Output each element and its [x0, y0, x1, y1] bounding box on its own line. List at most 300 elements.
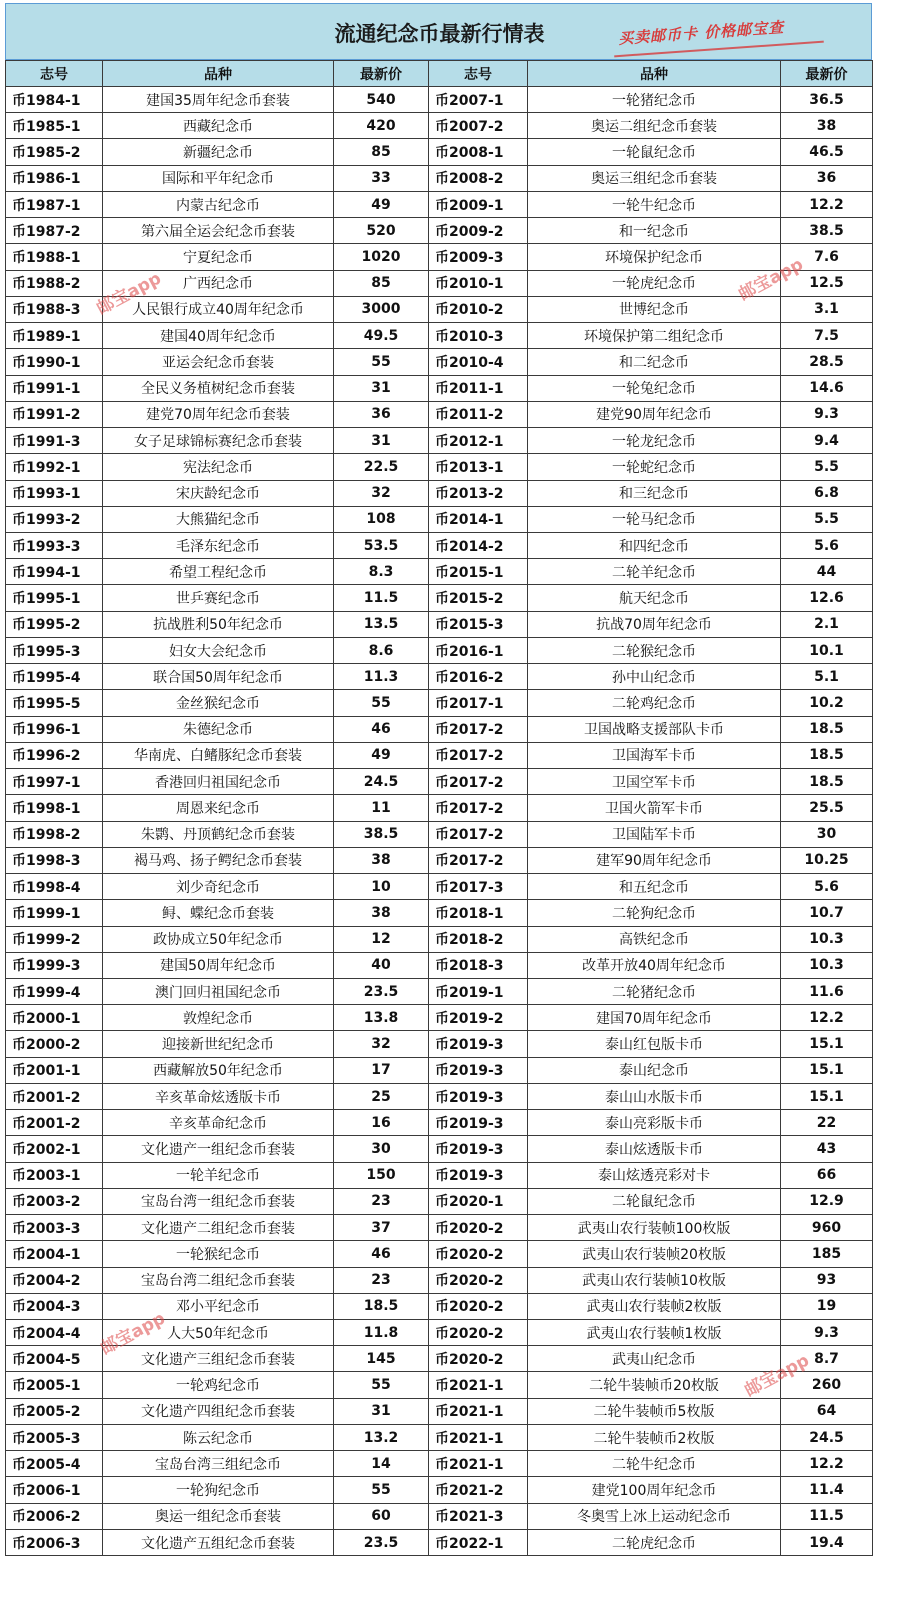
- price-cell: 24.5: [334, 769, 429, 795]
- coin-name-cell: 泰山炫透亮彩对卡: [528, 1162, 781, 1188]
- coin-code-cell: 币2003-2: [6, 1188, 103, 1214]
- table-row: [6, 375, 873, 401]
- coin-name-cell: 武夷山农行装帧20枚版: [528, 1241, 781, 1267]
- coin-code-cell: 币2012-1: [429, 428, 528, 454]
- table-row: [6, 139, 873, 165]
- price-cell: 16: [334, 1110, 429, 1136]
- price-cell: 30: [781, 821, 873, 847]
- watermark: 邮宝app: [97, 1308, 169, 1359]
- column-header: 志号: [429, 61, 528, 87]
- coin-name-cell: 和五纪念币: [528, 874, 781, 900]
- column-header: 最新价: [334, 61, 429, 87]
- coin-code-cell: 币2010-4: [429, 349, 528, 375]
- price-cell: 12.2: [781, 1451, 873, 1477]
- coin-name-cell: 朱鹮、丹顶鹤纪念币套装: [103, 821, 334, 847]
- table-row: [6, 1057, 873, 1083]
- price-cell: 10.2: [781, 690, 873, 716]
- coin-code-cell: 币2005-1: [6, 1372, 103, 1398]
- table-row: [6, 978, 873, 1004]
- coin-code-cell: 币2004-2: [6, 1267, 103, 1293]
- price-cell: 9.3: [781, 401, 873, 427]
- coin-code-cell: 币1992-1: [6, 454, 103, 480]
- coin-name-cell: 文化遗产二组纪念币套装: [103, 1215, 334, 1241]
- price-cell: 108: [334, 506, 429, 532]
- coin-code-cell: 币2021-1: [429, 1451, 528, 1477]
- coin-code-cell: 币1997-1: [6, 769, 103, 795]
- coin-name-cell: 亚运会纪念币套装: [103, 349, 334, 375]
- price-cell: 55: [334, 1372, 429, 1398]
- coin-code-cell: 币2017-2: [429, 716, 528, 742]
- coin-code-cell: 币1995-2: [6, 611, 103, 637]
- column-header: 品种: [103, 61, 334, 87]
- coin-code-cell: 币2010-2: [429, 296, 528, 322]
- page-title: 流通纪念币最新行情表: [334, 22, 545, 46]
- table-row: [6, 480, 873, 506]
- price-cell: 11.8: [334, 1320, 429, 1346]
- table-row: [6, 428, 873, 454]
- coin-code-cell: 币1995-3: [6, 637, 103, 663]
- coin-code-cell: 币2003-1: [6, 1162, 103, 1188]
- table-row: [6, 165, 873, 191]
- coin-name-cell: 澳门回归祖国纪念币: [103, 978, 334, 1004]
- price-cell: 10.3: [781, 926, 873, 952]
- price-cell: 10.7: [781, 900, 873, 926]
- coin-name-cell: 抗战70周年纪念币: [528, 611, 781, 637]
- coin-name-cell: 宪法纪念币: [103, 454, 334, 480]
- watermark: 邮宝app: [93, 268, 165, 319]
- coin-name-cell: 抗战胜利50年纪念币: [103, 611, 334, 637]
- price-cell: 85: [334, 270, 429, 296]
- coin-code-cell: 币1995-4: [6, 664, 103, 690]
- coin-code-cell: 币2006-3: [6, 1529, 103, 1555]
- price-cell: 12.2: [781, 1005, 873, 1031]
- price-cell: 5.6: [781, 532, 873, 558]
- coin-name-cell: 泰山红包版卡币: [528, 1031, 781, 1057]
- table-row: [6, 690, 873, 716]
- price-cell: 49: [334, 742, 429, 768]
- coin-code-cell: 币2017-2: [429, 795, 528, 821]
- coin-code-cell: 币2021-1: [429, 1424, 528, 1450]
- coin-name-cell: 一轮龙纪念币: [528, 428, 781, 454]
- column-header: 品种: [528, 61, 781, 87]
- price-cell: 15.1: [781, 1083, 873, 1109]
- coin-name-cell: 冬奥雪上冰上运动纪念币: [528, 1503, 781, 1529]
- coin-code-cell: 币1988-2: [6, 270, 103, 296]
- coin-code-cell: 币2005-2: [6, 1398, 103, 1424]
- price-cell: 8.3: [334, 559, 429, 585]
- price-cell: 25: [334, 1083, 429, 1109]
- price-cell: 38.5: [781, 218, 873, 244]
- column-header: 志号: [6, 61, 103, 87]
- price-cell: 31: [334, 1398, 429, 1424]
- price-cell: 38: [781, 113, 873, 139]
- coin-name-cell: 改革开放40周年纪念币: [528, 952, 781, 978]
- table-row: [6, 611, 873, 637]
- coin-code-cell: 币2018-3: [429, 952, 528, 978]
- price-cell: 10.3: [781, 952, 873, 978]
- table-row: [6, 926, 873, 952]
- coin-name-cell: 一轮鸡纪念币: [103, 1372, 334, 1398]
- coin-code-cell: 币2020-1: [429, 1188, 528, 1214]
- price-cell: 8.7: [781, 1346, 873, 1372]
- table-row: [6, 1188, 873, 1214]
- coin-code-cell: 币1988-3: [6, 296, 103, 322]
- price-cell: 9.4: [781, 428, 873, 454]
- price-cell: 23.5: [334, 1529, 429, 1555]
- price-cell: 55: [334, 690, 429, 716]
- coin-name-cell: 环境保护第二组纪念币: [528, 323, 781, 349]
- coin-name-cell: 建党70周年纪念币套装: [103, 401, 334, 427]
- coin-name-cell: 建国50周年纪念币: [103, 952, 334, 978]
- coin-code-cell: 币2007-1: [429, 87, 528, 113]
- coin-name-cell: 二轮狗纪念币: [528, 900, 781, 926]
- coin-code-cell: 币1990-1: [6, 349, 103, 375]
- price-cell: 5.6: [781, 874, 873, 900]
- coin-code-cell: 币1999-2: [6, 926, 103, 952]
- price-cell: 11.4: [781, 1477, 873, 1503]
- coin-name-cell: 人大50年纪念币: [103, 1320, 334, 1346]
- price-cell: 11.5: [334, 585, 429, 611]
- coin-name-cell: 宝岛台湾二组纪念币套装: [103, 1267, 334, 1293]
- coin-code-cell: 币2015-2: [429, 585, 528, 611]
- table-row: [6, 270, 873, 296]
- coin-code-cell: 币2001-1: [6, 1057, 103, 1083]
- coin-code-cell: 币2004-3: [6, 1293, 103, 1319]
- coin-name-cell: 泰山纪念币: [528, 1057, 781, 1083]
- coin-name-cell: 妇女大会纪念币: [103, 637, 334, 663]
- coin-code-cell: 币1991-3: [6, 428, 103, 454]
- coin-code-cell: 币2017-1: [429, 690, 528, 716]
- coin-code-cell: 币2007-2: [429, 113, 528, 139]
- table-row: [6, 821, 873, 847]
- coin-name-cell: 二轮牛装帧币2枚版: [528, 1424, 781, 1450]
- coin-code-cell: 币1988-1: [6, 244, 103, 270]
- price-cell: 3.1: [781, 296, 873, 322]
- coin-code-cell: 币2006-1: [6, 1477, 103, 1503]
- coin-name-cell: 卫国战略支援部队卡币: [528, 716, 781, 742]
- coin-name-cell: 航天纪念币: [528, 585, 781, 611]
- price-cell: 37: [334, 1215, 429, 1241]
- coin-name-cell: 辛亥革命纪念币: [103, 1110, 334, 1136]
- coin-name-cell: 宋庆龄纪念币: [103, 480, 334, 506]
- table-row: [6, 296, 873, 322]
- coin-name-cell: 褐马鸡、扬子鳄纪念币套装: [103, 847, 334, 873]
- table-row: [6, 1529, 873, 1555]
- table-row: [6, 113, 873, 139]
- table-row: [6, 244, 873, 270]
- coin-name-cell: 文化遗产五组纪念币套装: [103, 1529, 334, 1555]
- coin-name-cell: 建军90周年纪念币: [528, 847, 781, 873]
- price-cell: 38.5: [334, 821, 429, 847]
- table-row: [6, 1293, 873, 1319]
- coin-name-cell: 奥运一组纪念币套装: [103, 1503, 334, 1529]
- price-cell: 36: [334, 401, 429, 427]
- coin-code-cell: 币1998-2: [6, 821, 103, 847]
- price-cell: 36.5: [781, 87, 873, 113]
- coin-name-cell: 奥运二组纪念币套装: [528, 113, 781, 139]
- coin-code-cell: 币2005-4: [6, 1451, 103, 1477]
- coin-name-cell: 西藏纪念币: [103, 113, 334, 139]
- coin-code-cell: 币2020-2: [429, 1215, 528, 1241]
- coin-code-cell: 币2010-1: [429, 270, 528, 296]
- coin-code-cell: 币1989-1: [6, 323, 103, 349]
- price-cell: 64: [781, 1398, 873, 1424]
- coin-code-cell: 币2021-1: [429, 1372, 528, 1398]
- coin-code-cell: 币1986-1: [6, 165, 103, 191]
- coin-name-cell: 一轮狗纪念币: [103, 1477, 334, 1503]
- price-cell: 46: [334, 716, 429, 742]
- coin-code-cell: 币1999-3: [6, 952, 103, 978]
- coin-name-cell: 一轮牛纪念币: [528, 191, 781, 217]
- price-cell: 18.5: [334, 1293, 429, 1319]
- table-row: [6, 1162, 873, 1188]
- coin-code-cell: 币1987-2: [6, 218, 103, 244]
- table-header-row: [6, 61, 873, 87]
- price-cell: 12.9: [781, 1188, 873, 1214]
- coin-name-cell: 和四纪念币: [528, 532, 781, 558]
- coin-name-cell: 联合国50周年纪念币: [103, 664, 334, 690]
- coin-name-cell: 华南虎、白鳍豚纪念币套装: [103, 742, 334, 768]
- coin-code-cell: 币1996-2: [6, 742, 103, 768]
- coin-name-cell: 武夷山农行装帧100枚版: [528, 1215, 781, 1241]
- coin-code-cell: 币1985-2: [6, 139, 103, 165]
- coin-name-cell: 政协成立50年纪念币: [103, 926, 334, 952]
- price-cell: 23: [334, 1267, 429, 1293]
- coin-code-cell: 币2014-2: [429, 532, 528, 558]
- coin-code-cell: 币2020-2: [429, 1346, 528, 1372]
- coin-name-cell: 卫国火箭军卡币: [528, 795, 781, 821]
- coin-code-cell: 币1996-1: [6, 716, 103, 742]
- coin-name-cell: 世乒赛纪念币: [103, 585, 334, 611]
- table-row: [6, 1451, 873, 1477]
- coin-name-cell: 朱德纪念币: [103, 716, 334, 742]
- coin-code-cell: 币1995-1: [6, 585, 103, 611]
- price-cell: 17: [334, 1057, 429, 1083]
- coin-name-cell: 武夷山农行装帧1枚版: [528, 1320, 781, 1346]
- table-row: [6, 1031, 873, 1057]
- coin-name-cell: 邓小平纪念币: [103, 1293, 334, 1319]
- coin-code-cell: 币1994-1: [6, 559, 103, 585]
- price-cell: 22.5: [334, 454, 429, 480]
- price-cell: 9.3: [781, 1320, 873, 1346]
- coin-name-cell: 和二纪念币: [528, 349, 781, 375]
- coin-code-cell: 币2016-1: [429, 637, 528, 663]
- price-cell: 1020: [334, 244, 429, 270]
- table-row: [6, 847, 873, 873]
- coin-name-cell: 泰山山水版卡币: [528, 1083, 781, 1109]
- coin-name-cell: 二轮猴纪念币: [528, 637, 781, 663]
- table-row: [6, 401, 873, 427]
- coin-code-cell: 币2004-4: [6, 1320, 103, 1346]
- price-cell: 5.5: [781, 454, 873, 480]
- coin-code-cell: 币2015-3: [429, 611, 528, 637]
- coin-name-cell: 文化遗产一组纪念币套装: [103, 1136, 334, 1162]
- coin-name-cell: 西藏解放50年纪念币: [103, 1057, 334, 1083]
- watermark: 邮宝app: [741, 1350, 813, 1401]
- coin-name-cell: 女子足球锦标赛纪念币套装: [103, 428, 334, 454]
- table-row: [6, 1424, 873, 1450]
- coin-code-cell: 币2017-3: [429, 874, 528, 900]
- price-cell: 38: [334, 847, 429, 873]
- coin-code-cell: 币2020-2: [429, 1267, 528, 1293]
- coin-code-cell: 币1985-1: [6, 113, 103, 139]
- table-row: [6, 218, 873, 244]
- coin-code-cell: 币2009-2: [429, 218, 528, 244]
- coin-code-cell: 币1993-1: [6, 480, 103, 506]
- slogan: 买卖邮币卡 价格邮宝查: [617, 18, 785, 48]
- coin-name-cell: 国际和平年纪念币: [103, 165, 334, 191]
- coin-name-cell: 泰山炫透版卡币: [528, 1136, 781, 1162]
- table-row: [6, 874, 873, 900]
- price-cell: 260: [781, 1372, 873, 1398]
- coin-code-cell: 币1993-2: [6, 506, 103, 532]
- coin-name-cell: 敦煌纪念币: [103, 1005, 334, 1031]
- coin-name-cell: 武夷山纪念币: [528, 1346, 781, 1372]
- coin-code-cell: 币2020-2: [429, 1320, 528, 1346]
- price-cell: 11.3: [334, 664, 429, 690]
- price-cell: 540: [334, 87, 429, 113]
- table-row: [6, 1503, 873, 1529]
- price-cell: 40: [334, 952, 429, 978]
- price-cell: 18.5: [781, 716, 873, 742]
- coin-code-cell: 币2003-3: [6, 1215, 103, 1241]
- coin-name-cell: 和一纪念币: [528, 218, 781, 244]
- table-row: [6, 191, 873, 217]
- price-cell: 420: [334, 113, 429, 139]
- coin-code-cell: 币2002-1: [6, 1136, 103, 1162]
- price-cell: 7.6: [781, 244, 873, 270]
- coin-name-cell: 一轮猴纪念币: [103, 1241, 334, 1267]
- price-cell: 32: [334, 480, 429, 506]
- coin-name-cell: 建国35周年纪念币套装: [103, 87, 334, 113]
- table-row: [6, 532, 873, 558]
- price-cell: 18.5: [781, 769, 873, 795]
- coin-code-cell: 币1999-4: [6, 978, 103, 1004]
- coin-name-cell: 二轮鸡纪念币: [528, 690, 781, 716]
- coin-name-cell: 武夷山农行装帧10枚版: [528, 1267, 781, 1293]
- coin-code-cell: 币2001-2: [6, 1083, 103, 1109]
- coin-name-cell: 建国40周年纪念币: [103, 323, 334, 349]
- coin-code-cell: 币2013-2: [429, 480, 528, 506]
- price-cell: 8.6: [334, 637, 429, 663]
- coin-name-cell: 辛亥革命炫透版卡币: [103, 1083, 334, 1109]
- price-cell: 14: [334, 1451, 429, 1477]
- coin-code-cell: 币2019-3: [429, 1031, 528, 1057]
- coin-code-cell: 币2018-1: [429, 900, 528, 926]
- coin-name-cell: 和三纪念币: [528, 480, 781, 506]
- price-cell: 66: [781, 1162, 873, 1188]
- table-row: [6, 1083, 873, 1109]
- price-cell: 960: [781, 1215, 873, 1241]
- price-cell: 2.1: [781, 611, 873, 637]
- title-bar: [5, 3, 872, 60]
- coin-code-cell: 币2022-1: [429, 1529, 528, 1555]
- coin-name-cell: 文化遗产四组纪念币套装: [103, 1398, 334, 1424]
- coin-code-cell: 币1984-1: [6, 87, 103, 113]
- coin-name-cell: 二轮羊纪念币: [528, 559, 781, 585]
- table-row: [6, 900, 873, 926]
- coin-name-cell: 全民义务植树纪念币套装: [103, 375, 334, 401]
- column-header: 最新价: [781, 61, 873, 87]
- coin-code-cell: 币1998-1: [6, 795, 103, 821]
- price-cell: 46.5: [781, 139, 873, 165]
- table-row: [6, 716, 873, 742]
- table-row: [6, 323, 873, 349]
- coin-code-cell: 币2019-3: [429, 1057, 528, 1083]
- coin-code-cell: 币2013-1: [429, 454, 528, 480]
- price-cell: 12: [334, 926, 429, 952]
- price-cell: 22: [781, 1110, 873, 1136]
- coin-code-cell: 币1991-2: [6, 401, 103, 427]
- coin-name-cell: 武夷山农行装帧2枚版: [528, 1293, 781, 1319]
- price-cell: 18.5: [781, 742, 873, 768]
- price-cell: 60: [334, 1503, 429, 1529]
- coin-name-cell: 世博纪念币: [528, 296, 781, 322]
- price-cell: 7.5: [781, 323, 873, 349]
- coin-name-cell: 毛泽东纪念币: [103, 532, 334, 558]
- coin-code-cell: 币2000-1: [6, 1005, 103, 1031]
- price-cell: 23.5: [334, 978, 429, 1004]
- coin-name-cell: 第六届全运会纪念币套装: [103, 218, 334, 244]
- coin-name-cell: 新疆纪念币: [103, 139, 334, 165]
- coin-name-cell: 鲟、蝶纪念币套装: [103, 900, 334, 926]
- coin-code-cell: 币2019-1: [429, 978, 528, 1004]
- table-row: [6, 506, 873, 532]
- coin-name-cell: 香港回归祖国纪念币: [103, 769, 334, 795]
- table-row: [6, 1346, 873, 1372]
- price-cell: 85: [334, 139, 429, 165]
- coin-code-cell: 币2010-3: [429, 323, 528, 349]
- coin-name-cell: 刘少奇纪念币: [103, 874, 334, 900]
- coin-code-cell: 币1999-1: [6, 900, 103, 926]
- table-row: [6, 795, 873, 821]
- coin-code-cell: 币1995-5: [6, 690, 103, 716]
- price-cell: 43: [781, 1136, 873, 1162]
- price-cell: 23: [334, 1188, 429, 1214]
- price-sheet: [5, 3, 872, 1603]
- coin-code-cell: 币2020-2: [429, 1241, 528, 1267]
- coin-name-cell: 建党90周年纪念币: [528, 401, 781, 427]
- coin-name-cell: 广西纪念币: [103, 270, 334, 296]
- price-cell: 24.5: [781, 1424, 873, 1450]
- price-cell: 13.2: [334, 1424, 429, 1450]
- coin-name-cell: 周恩来纪念币: [103, 795, 334, 821]
- price-cell: 10: [334, 874, 429, 900]
- coin-name-cell: 环境保护纪念币: [528, 244, 781, 270]
- coin-code-cell: 币2015-1: [429, 559, 528, 585]
- coin-name-cell: 大熊猫纪念币: [103, 506, 334, 532]
- price-cell: 31: [334, 428, 429, 454]
- price-cell: 30: [334, 1136, 429, 1162]
- price-cell: 53.5: [334, 532, 429, 558]
- coin-name-cell: 二轮鼠纪念币: [528, 1188, 781, 1214]
- coin-name-cell: 建国70周年纪念币: [528, 1005, 781, 1031]
- price-cell: 19: [781, 1293, 873, 1319]
- price-cell: 520: [334, 218, 429, 244]
- coin-code-cell: 币1993-3: [6, 532, 103, 558]
- coin-code-cell: 币1987-1: [6, 191, 103, 217]
- price-cell: 36: [781, 165, 873, 191]
- coin-code-cell: 币1998-3: [6, 847, 103, 873]
- table-row: [6, 1241, 873, 1267]
- price-cell: 15.1: [781, 1031, 873, 1057]
- price-cell: 11.5: [781, 1503, 873, 1529]
- price-cell: 15.1: [781, 1057, 873, 1083]
- coin-name-cell: 宝岛台湾三组纪念币: [103, 1451, 334, 1477]
- price-cell: 11: [334, 795, 429, 821]
- price-cell: 12.5: [781, 270, 873, 296]
- coin-code-cell: 币2000-2: [6, 1031, 103, 1057]
